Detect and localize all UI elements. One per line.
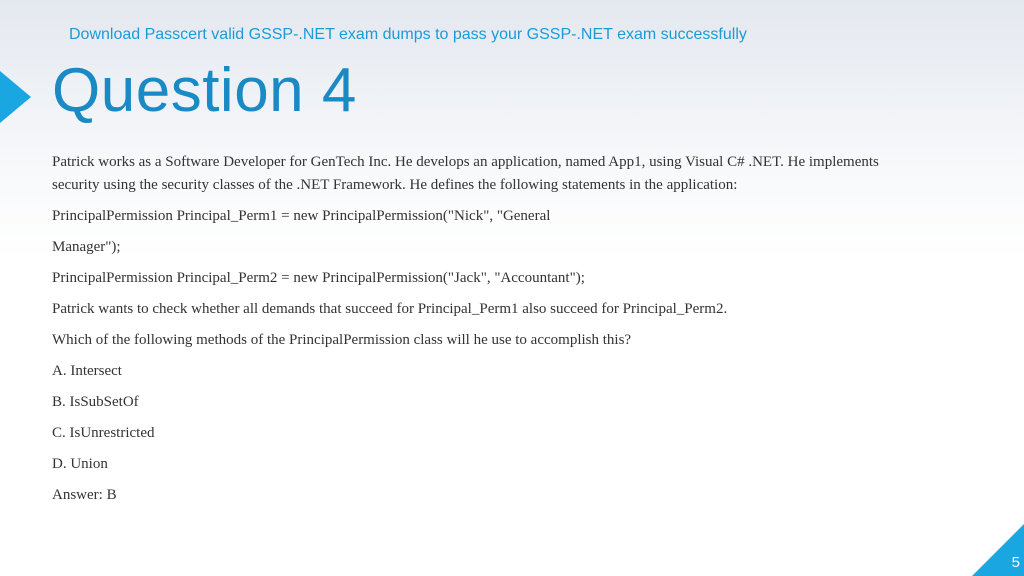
code-statement-1-cont (52, 236, 992, 259)
page-title: Question 4 (52, 56, 357, 125)
option-label: B. IsSubSetOf (52, 394, 139, 410)
question-statement (52, 298, 992, 321)
code-line: PrincipalPermission Principal_Perm1 = new PrincipalPermission("Nick", "General (52, 208, 551, 224)
question-intro-line: security using the security classes of the .NET Framework. He defines the following statements in the application: (52, 177, 738, 193)
question-prompt (52, 329, 992, 352)
answer-label: Answer: B (52, 487, 117, 503)
option-c (52, 422, 992, 445)
answer (52, 484, 992, 507)
statement-line: Patrick wants to check whether all demands that succeed for Principal_Perm1 also succeed for Principal_Perm2. (52, 301, 728, 317)
code-line: PrincipalPermission Principal_Perm2 = new PrincipalPermission("Jack", "Accountant"); (52, 270, 585, 286)
prompt-line: Which of the following methods of the PrincipalPermission class will he use to accomplish this? (52, 332, 632, 348)
question-content (52, 151, 992, 507)
option-label: A. Intersect (52, 363, 122, 379)
code-line: Manager"); (52, 239, 121, 255)
option-b (52, 391, 992, 414)
option-label: D. Union (52, 456, 108, 472)
code-statement-1 (52, 205, 992, 228)
option-label: C. IsUnrestricted (52, 425, 155, 441)
question-intro (52, 151, 992, 197)
option-a (52, 360, 992, 383)
title-accent-triangle (0, 71, 31, 123)
question-intro-line: Patrick works as a Software Developer for GenTech Inc. He develops an application, named App1, using Visual C# .NET. He implements (52, 154, 879, 170)
page-number: 5 (1011, 554, 1020, 571)
option-d (52, 453, 992, 476)
code-statement-2 (52, 267, 992, 290)
header-banner: Download Passcert valid GSSP-.NET exam dumps to pass your GSSP-.NET exam successfully (69, 26, 747, 43)
